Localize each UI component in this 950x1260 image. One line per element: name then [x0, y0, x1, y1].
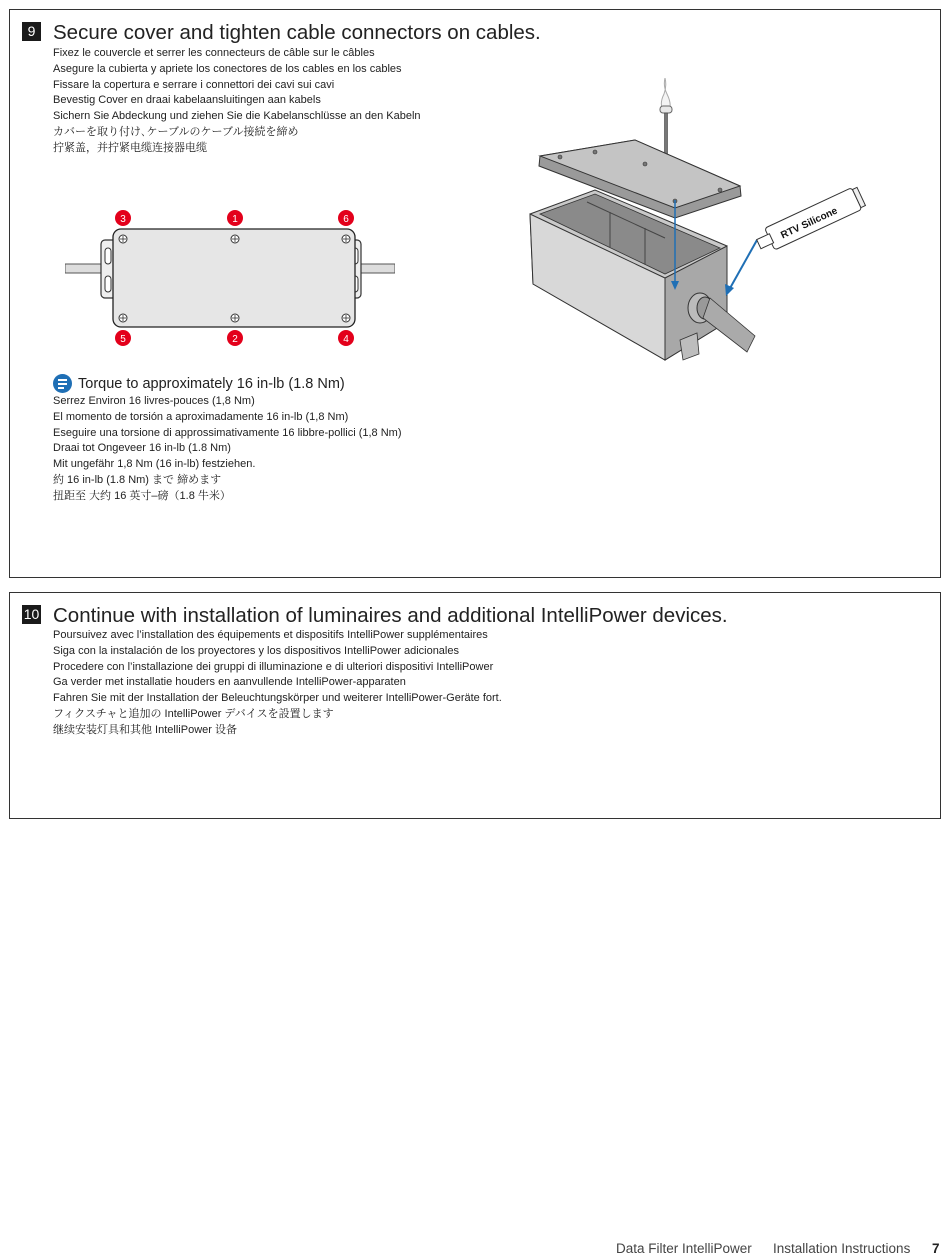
step-10-translations [53, 628, 502, 739]
torque-ja: 約 16 in-lb (1.8 Nm) まで 締めます [53, 473, 222, 486]
translation-es: Siga con la instalación de los proyectores y los dispositivos IntelliPower adicionales [53, 644, 459, 657]
torque-it: Eseguire una torsione di approssimativamente 16 libbre-pollici (1,8 Nm) [53, 426, 402, 439]
step-10-panel [9, 592, 941, 819]
screw-badge-1: 1 [232, 214, 238, 225]
footer-product-name: Data Filter IntelliPower [616, 1241, 752, 1256]
torque-de: Mit ungefähr 1,8 Nm (16 in-lb) festziehen. [53, 458, 256, 471]
step-9-translations [53, 46, 421, 157]
screw-badge-4: 4 [343, 334, 349, 345]
page-number: 7 [932, 1241, 940, 1256]
translation-ja: フィクスチャと追加の IntelliPower デバイスを設置します [53, 707, 334, 720]
torque-es: El momento de torsión a aproximadamente 16 in-lb (1,8 Nm) [53, 410, 349, 423]
screw-badge-2: 2 [232, 334, 238, 345]
step-title: Continue with installation of luminaires and additional IntelliPower devices. [53, 604, 728, 627]
torque-heading-text: Torque to approximately 16 in-lb (1.8 Nm) [78, 375, 345, 392]
step-number: 9 [22, 22, 41, 41]
translation-nl: Ga verder met installatie houders en aanvullende IntelliPower-apparaten [53, 676, 406, 689]
screw-order-diagram [65, 198, 395, 346]
rtv-silicone-tube [754, 186, 867, 256]
screw-badge-6: 6 [343, 214, 349, 225]
translation-zh: 继续安装灯具和其他 IntelliPower 设备 [53, 723, 237, 736]
torque-heading [53, 374, 345, 393]
step-number: 10 [23, 606, 40, 622]
translation-es: Asegure la cubierta y apriete los conectores de los cables en los cables [53, 62, 402, 75]
translation-nl: Bevestig Cover en draai kabelaansluitingen aan kabels [53, 94, 321, 107]
torque-translations [53, 394, 402, 505]
translation-de: Fahren Sie mit der Installation der Beleuchtungskörper und weiterer IntelliPower-Geräte fort. [53, 692, 502, 705]
torque-zh: 扭距至 大约 16 英寸–磅（1.8 牛米） [53, 489, 231, 502]
torque-fr: Serrez Environ 16 livres-pouces (1,8 Nm) [53, 395, 255, 407]
note-icon [53, 374, 72, 393]
step-title: Secure cover and tighten cable connectors on cables. [53, 21, 541, 44]
torque-nl: Draai tot Ongeveer 16 in-lb (1.8 Nm) [53, 442, 231, 455]
tube-label: RTV Silicone [779, 205, 840, 242]
junction-box-illustration [515, 78, 875, 368]
translation-it: Procedere con l’installazione dei gruppi di illuminazione e di ulteriori dispositivi IntelliPower [53, 660, 494, 673]
translation-ja: カバーを取り付け､ケーブルのケーブル接続を締め [53, 125, 299, 138]
translation-it: Fissare la copertura e serrare i connettori dei cavi sui cavi [53, 78, 335, 91]
screw-badge-3: 3 [120, 214, 126, 225]
screw-badge-5: 5 [120, 334, 126, 345]
translation-fr: Fixez le couvercle et serrer les connecteurs de câble sur le câbles [53, 47, 375, 59]
footer-document-type: Installation Instructions [773, 1241, 911, 1256]
translation-zh: 拧紧盖，并拧紧电缆连接器电缆 [53, 141, 207, 154]
step-9-panel [9, 9, 941, 578]
translation-de: Sichern Sie Abdeckung und ziehen Sie die Kabelanschlüsse an den Kabeln [53, 110, 421, 123]
translation-fr: Poursuivez avec l’installation des équipements et dispositifs IntelliPower supplémentaires [53, 629, 488, 641]
